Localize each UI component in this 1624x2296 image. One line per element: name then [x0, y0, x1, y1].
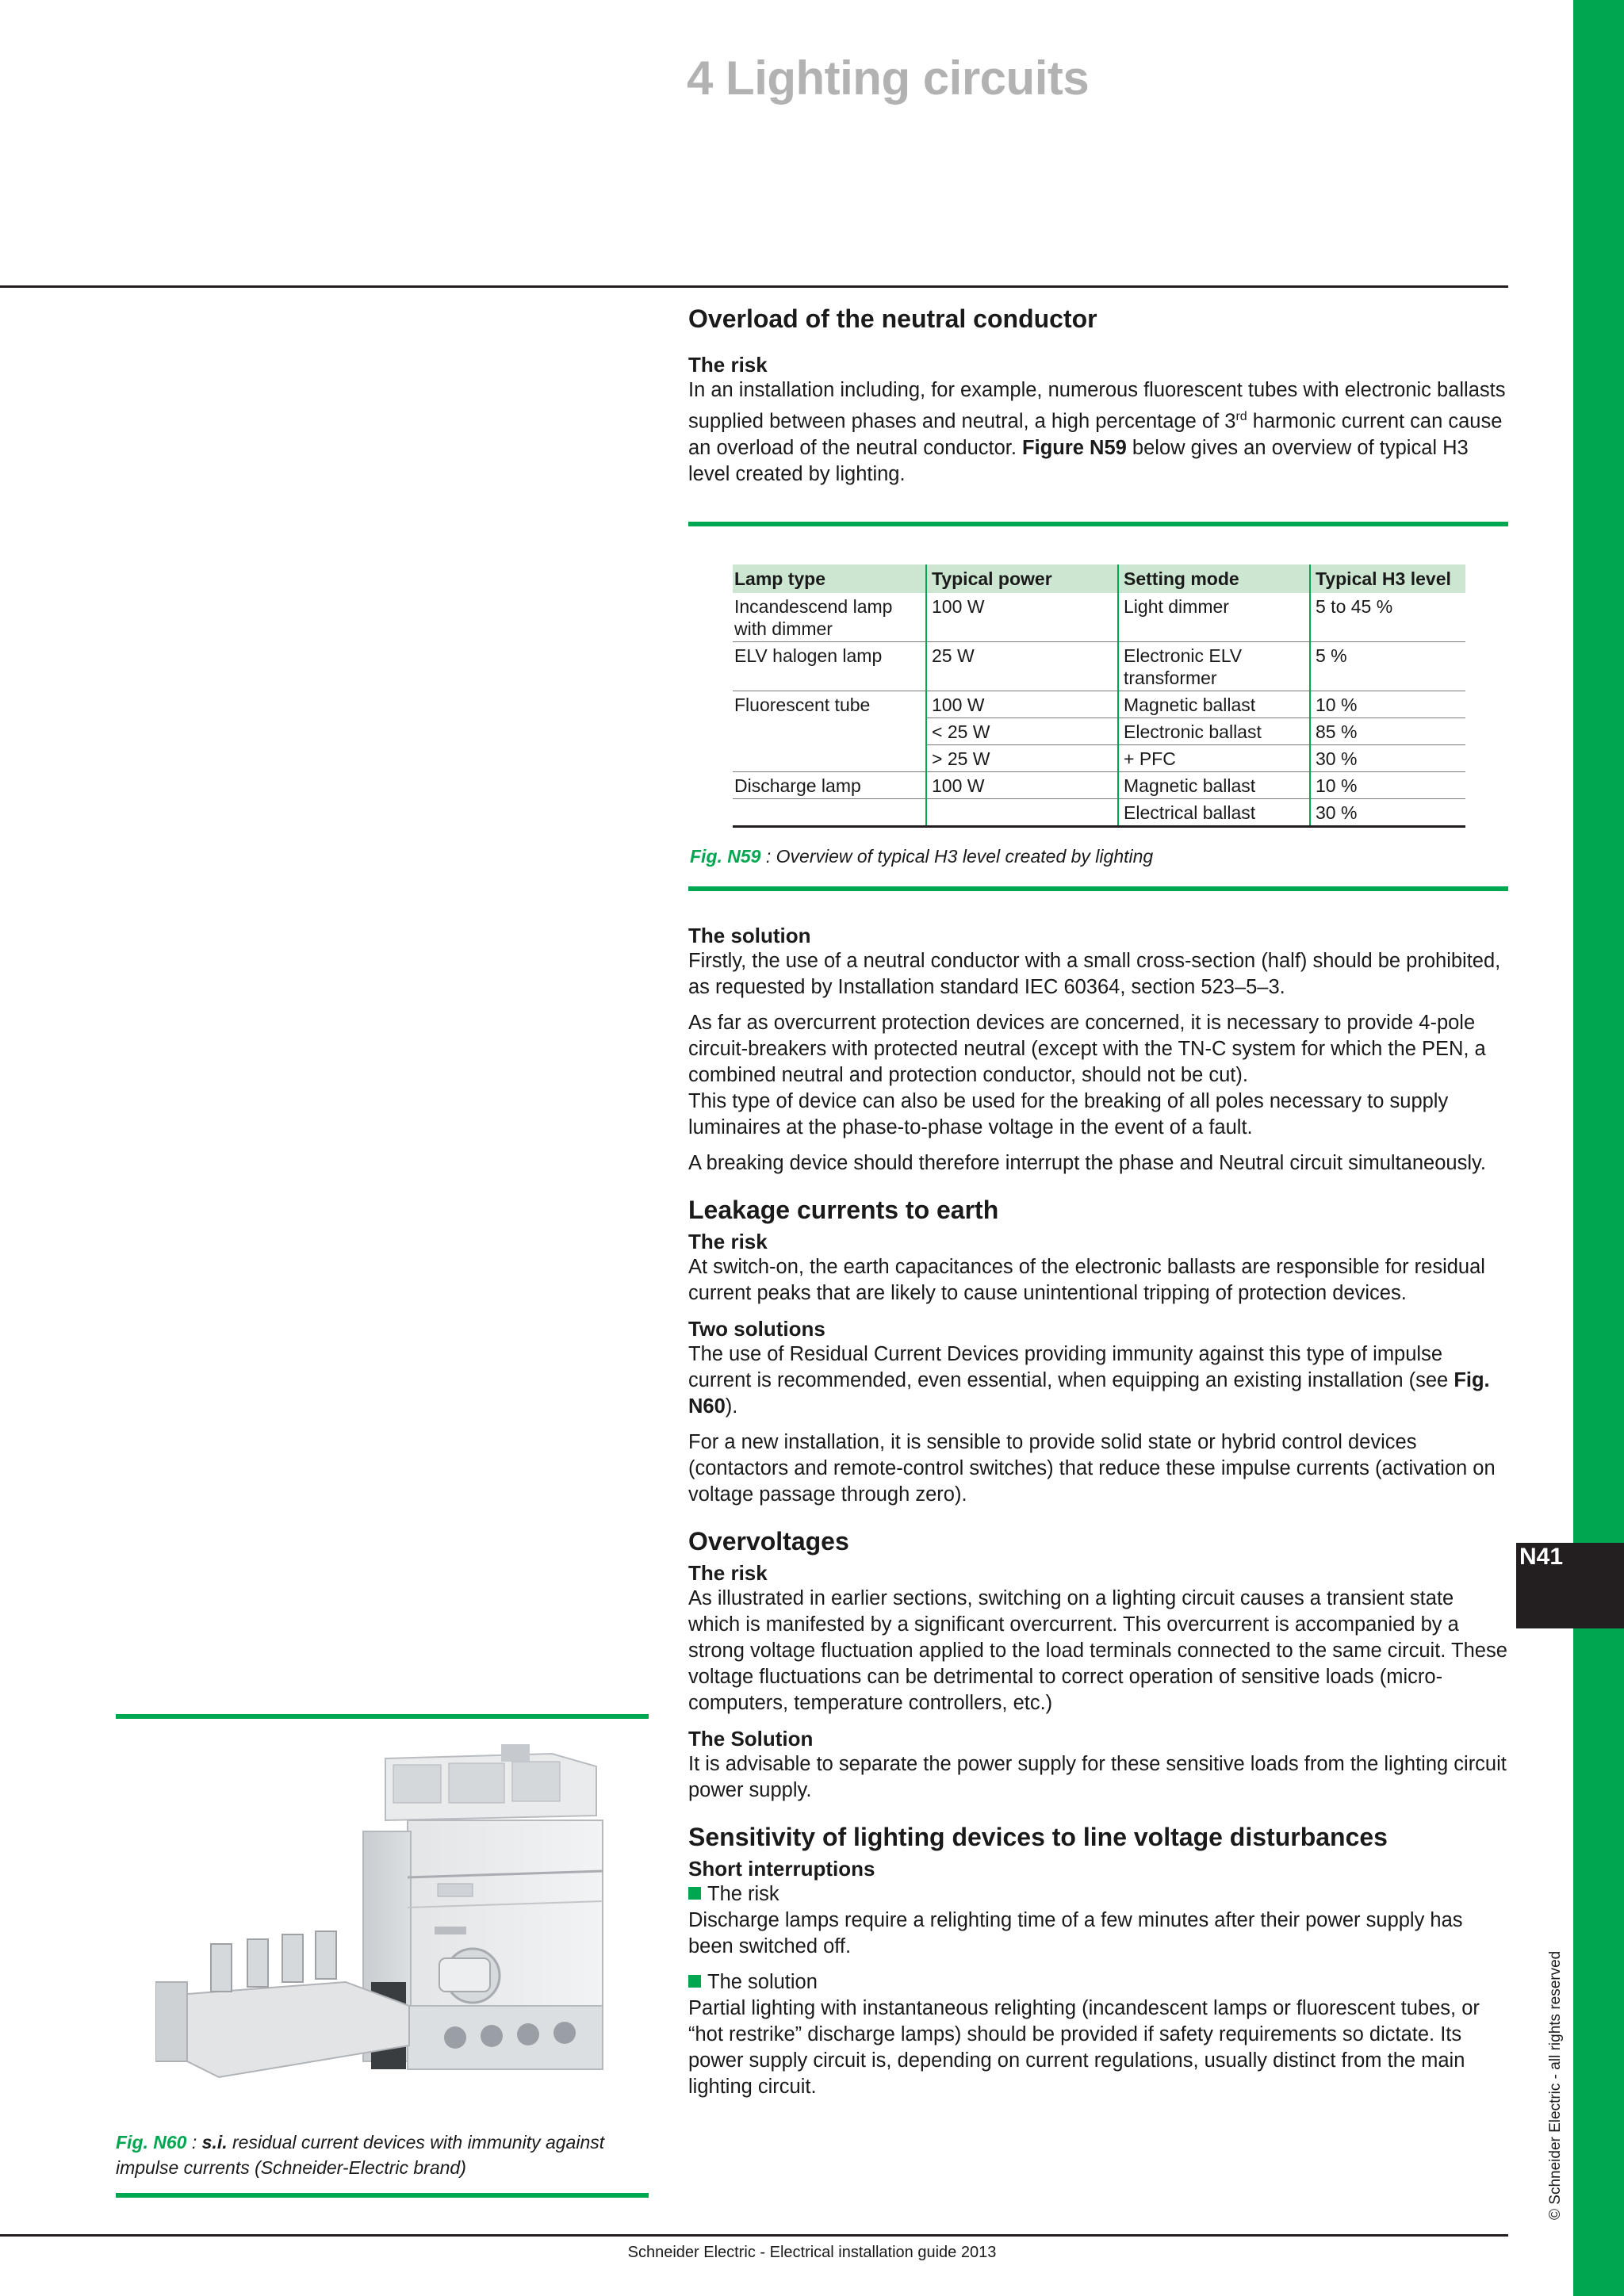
- section-heading: Leakage currents to earth: [688, 1196, 999, 1224]
- column-header: Typical power: [926, 564, 1118, 593]
- paragraph: Partial lighting with instantaneous relighting (incandescent lamps or fluorescent tubes, or “hot restrike” discharge lamps) should be provided if safety requirements so dictate. Its power supply circuit is, depending on current regulations, usually distinct from the main lighting circuit.: [688, 1997, 1480, 2098]
- paragraph: At switch-on, the earth capacitances of the electronic ballasts are responsible for residual current peaks that are likely to cause unintentional tripping of protection devices.: [688, 1256, 1485, 1304]
- table-row: [733, 745, 1465, 772]
- page-number-tab: N41: [1516, 1543, 1624, 1628]
- paragraph: A breaking device should therefore interrupt the phase and Neutral circuit simultaneously.: [688, 1152, 1486, 1174]
- table-row: [733, 718, 1465, 745]
- table-cell: 30 %: [1310, 799, 1465, 827]
- subheading-two-solutions: Two solutions: [688, 1317, 825, 1341]
- figure-reference: Fig. N60: [688, 1369, 1490, 1418]
- figure-label: Fig. N60: [116, 2132, 187, 2152]
- table-cell: Electronic ballast: [1118, 718, 1310, 745]
- table-cell: 5 %: [1310, 642, 1465, 691]
- table-cell: Discharge lamp: [733, 772, 926, 799]
- column-header: Setting mode: [1118, 564, 1310, 593]
- figure-top-rule: [688, 522, 1508, 526]
- footer-rule: [0, 2234, 1508, 2237]
- table-cell: [733, 718, 926, 745]
- table-cell: + PFC: [1118, 745, 1310, 772]
- table-cell: 85 %: [1310, 718, 1465, 745]
- bullet-item: The risk: [688, 1881, 1510, 1908]
- paragraph: As illustrated in earlier sections, switching on a lighting circuit causes a transient state which is manifested by a significant overcurrent. This overcurrent is accompanied by a strong voltage fluctuation applied to the load terminals connected to the same circuit. These voltage fluctuations can be detrimental to correct operation of sensitive loads (micro-computers, temperature controllers, etc.): [688, 1587, 1507, 1714]
- subheading-solution: The Solution: [688, 1727, 814, 1751]
- table-cell: 5 to 45 %: [1310, 593, 1465, 642]
- paragraph: Firstly, the use of a neutral conductor with a small cross-section (half) should be prohibited, as requested by Installation standard IEC 60364, section 523–5–3.: [688, 950, 1501, 998]
- main-text-column: [688, 923, 1510, 2100]
- figure-n59-caption: Fig. N59 : Overview of typical H3 level created by lighting: [690, 846, 1154, 867]
- column-header: Lamp type: [733, 564, 926, 593]
- footer-text: Schneider Electric - Electrical installation guide 2013: [627, 2244, 997, 2261]
- paragraph: For a new installation, it is sensible to provide solid state or hybrid control devices (contactors and remote-control switches) that reduce these impulse currents (activation on voltage passage through zero).: [688, 1431, 1496, 1506]
- rcd-device-photo: [155, 1744, 619, 2117]
- paragraph: It is advisable to separate the power supply for these sensitive loads from the lighting circuit power supply.: [688, 1753, 1507, 1801]
- paragraph: This type of device can also be used for the breaking of all poles necessary to supply luminaires at the phase-to-phase voltage in the event of a fault.: [688, 1090, 1449, 1138]
- figure-n60-top-rule: [116, 1714, 649, 1719]
- table-cell: [733, 745, 926, 772]
- paragraph: As far as overcurrent protection devices are concerned, it is necessary to provide 4-pole circuit-breakers with protected neutral (except with the TN-C system for which the PEN, a combined neutral and protection conductor, should not be cut).: [688, 1012, 1486, 1086]
- subheading-short-interruptions: Short interruptions: [688, 1857, 875, 1881]
- overload-risk-text: In an installation including, for example, numerous fluorescent tubes with electronic ballasts supplied between phases and neutral, a high percentage of 3rd harmonic current can cause an overload of the neutral conductor. Figure N59 below gives an overview of typical H3 level created by lighting.: [688, 379, 1506, 485]
- subheading-solution: The solution: [688, 924, 811, 947]
- table-cell: 25 W: [926, 642, 1118, 691]
- subheading-risk: The risk: [688, 353, 768, 377]
- table-cell: 100 W: [926, 691, 1118, 718]
- bullet-icon: [688, 1887, 701, 1900]
- table-row: [733, 772, 1465, 799]
- table-cell: 10 %: [1310, 772, 1465, 799]
- table-cell: 100 W: [926, 772, 1118, 799]
- figure-n60-caption: Fig. N60 : s.i. residual current devices with immunity against impulse currents (Schneider-Electric brand): [116, 2132, 605, 2178]
- subheading-risk: The risk: [688, 1561, 768, 1585]
- table-cell: > 25 W: [926, 745, 1118, 772]
- paragraph: Discharge lamps require a relighting time of a few minutes after their power supply has been switched off.: [688, 1909, 1463, 1957]
- copyright-notice: © Schneider Electric - all rights reserved: [1547, 1950, 1564, 2220]
- table-cell: ELV halogen lamp: [733, 642, 926, 691]
- header-rule: [0, 285, 1508, 288]
- table-cell: [926, 799, 1118, 827]
- table-cell: Light dimmer: [1118, 593, 1310, 642]
- subheading-risk: The risk: [688, 1230, 768, 1253]
- side-color-band: [1573, 0, 1624, 2296]
- h3-level-table: [733, 564, 1465, 828]
- figure-n60-bottom-rule: [116, 2193, 649, 2198]
- chapter-title: 4 Lighting circuits: [687, 52, 1090, 105]
- bullet-item: The solution: [688, 1969, 1510, 1996]
- table-cell: [733, 799, 926, 827]
- table-cell: Magnetic ballast: [1118, 772, 1310, 799]
- section-heading: Sensitivity of lighting devices to line voltage disturbances: [688, 1823, 1388, 1851]
- figure-reference: Figure N59: [1022, 436, 1127, 459]
- section-heading: Overvoltages: [688, 1527, 849, 1556]
- table-cell: Magnetic ballast: [1118, 691, 1310, 718]
- table-cell: 10 %: [1310, 691, 1465, 718]
- column-header: Typical H3 level: [1310, 564, 1465, 593]
- paragraph: The use of Residual Current Devices providing immunity against this type of impulse current is recommended, even essential, when equipping an existing installation (see Fig. N60).: [688, 1343, 1490, 1418]
- table-cell: 30 %: [1310, 745, 1465, 772]
- table-row: [733, 642, 1465, 691]
- table-cell: < 25 W: [926, 718, 1118, 745]
- table-row: [733, 593, 1465, 642]
- figure-label: Fig. N59: [690, 846, 761, 867]
- table-cell: 100 W: [926, 593, 1118, 642]
- table-row: [733, 691, 1465, 718]
- overload-section: [688, 303, 1510, 488]
- section-heading: Overload of the neutral conductor: [688, 304, 1097, 333]
- figure-bottom-rule: [688, 886, 1508, 891]
- table-cell: Electronic ELV transformer: [1118, 642, 1310, 691]
- table-row: [733, 799, 1465, 827]
- bullet-icon: [688, 1975, 701, 1988]
- table-cell: Incandescend lamp with dimmer: [733, 593, 926, 642]
- table-cell: Electrical ballast: [1118, 799, 1310, 827]
- table-cell: Fluorescent tube: [734, 695, 871, 715]
